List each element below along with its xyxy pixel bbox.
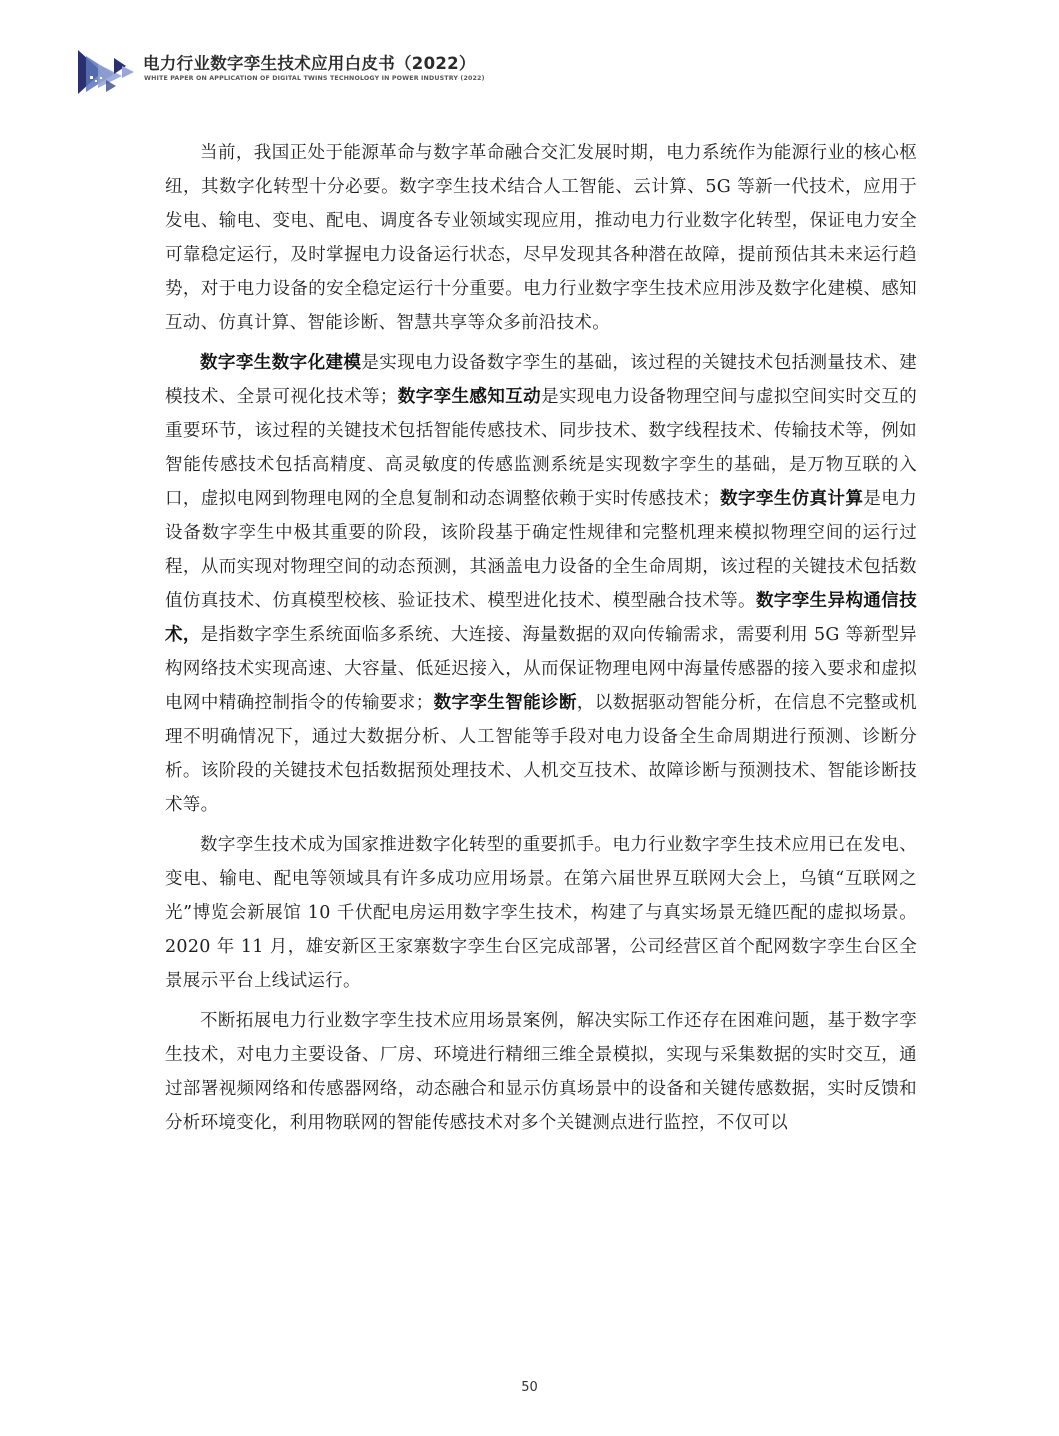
page-number: 50	[521, 1380, 538, 1395]
paragraph	[165, 828, 917, 998]
triangle-logo-icon	[76, 46, 138, 96]
text-segment: 数字孪生技术成为国家推进数字化转型的重要抓手。电力行业数字孪生技术应用已在发电、变电、输电、配电等领域具有许多成功应用场景。在第六届世界互联网大会上，乌镇“互联网之光”博览会新展馆 10 千伏配电房运用数字孪生技术，构建了与真实场景无缝匹配的虚拟场景。2020 年 11 月，雄安新区王家寨数字孪生台区完成部署，公司经营区首个配网数字孪生台区全景展示平台上线试运行。	[165, 835, 917, 991]
text-segment: 是指数字孪生系统面临多系统、大连接、海量数据的双向传输需求，需要利用 5G 等新型异构网络技术实现高速、大容量、低延迟接入，从而保证物理电网中海量传感器的接入要求和虚拟电网中精确控制指令的传输要求；	[165, 625, 917, 713]
bold-term: 数字孪生数字化建模	[200, 353, 362, 373]
text-segment: 是实现电力设备数字孪生的基础，该过程的关键技术包括测量技术、建模技术、全景可视化技术等；	[165, 353, 917, 407]
paragraph	[165, 136, 917, 340]
text-segment: 当前，我国正处于能源革命与数字革命融合交汇发展时期，电力系统作为能源行业的核心枢纽，其数字化转型十分必要。数字孪生技术结合人工智能、云计算、5G 等新一代技术，应用于发电、输电、变电、配电、调度各专业领域实现应用，推动电力行业数字化转型，保证电力安全可靠稳定运行，及时掌握电力设备运行状态，尽早发现其各种潜在故障，提前预估其未来运行趋势，对于电力设备的安全稳定运行十分重要。电力行业数字孪生技术应用涉及数字化建模、感知互动、仿真计算、智能诊断、智慧共享等众多前沿技术。	[165, 143, 917, 333]
text-segment: 是电力设备数字孪生中极其重要的阶段，该阶段基于确定性规律和完整机理来模拟物理空间的运行过程，从而实现对物理空间的动态预测，其涵盖电力设备的全生命周期，该过程的关键技术包括数值仿真技术、仿真模型校核、验证技术、模型进化技术、模型融合技术等。	[165, 489, 917, 611]
text-segment: 是实现电力设备物理空间与虚拟空间实时交互的重要环节，该过程的关键技术包括智能传感技术、同步技术、数字线程技术、传输技术等，例如智能传感技术包括高精度、高灵敏度的传感监测系统是实现数字孪生的基础，是万物互联的入口，虚拟电网到物理电网的全息复制和动态调整依赖于实时传感技术；	[165, 387, 917, 509]
text-segment: 不断拓展电力行业数字孪生技术应用场景案例，解决实际工作还存在困难问题，基于数字孪生技术，对电力主要设备、厂房、环境进行精细三维全景模拟，实现与采集数据的实时交互，通过部署视频网络和传感器网络，动态融合和显示仿真场景中的设备和关键传感数据，实时反馈和分析环境变化，利用物联网的智能传感技术对多个关键测点进行监控，不仅可以	[165, 1011, 917, 1133]
text-segment: ，以数据驱动智能分析，在信息不完整或机理不明确情况下，通过大数据分析、人工智能等手段对电力设备全生命周期进行预测、诊断分析。该阶段的关键技术包括数据预处理技术、人机交互技术、故障诊断与预测技术、智能诊断技术等。	[165, 693, 918, 815]
page-header	[76, 44, 496, 96]
bold-term: 数字孪生智能诊断	[433, 693, 577, 713]
bold-term: 数字孪生仿真计算	[720, 489, 864, 509]
paragraph	[165, 1004, 917, 1140]
body-text	[165, 136, 917, 1140]
header-title: 电力行业数字孪生技术应用白皮书（2022）	[143, 54, 476, 73]
bold-term: 数字孪生感知互动	[397, 387, 542, 407]
bold-term: 数字孪生异构通信技术，	[165, 591, 917, 645]
header-subtitle: WHITE PAPER ON APPLICATION OF DIGITAL TWINS TECHNOLOGY IN POWER INDUSTRY (2022)	[144, 75, 485, 82]
paragraph	[165, 346, 917, 822]
